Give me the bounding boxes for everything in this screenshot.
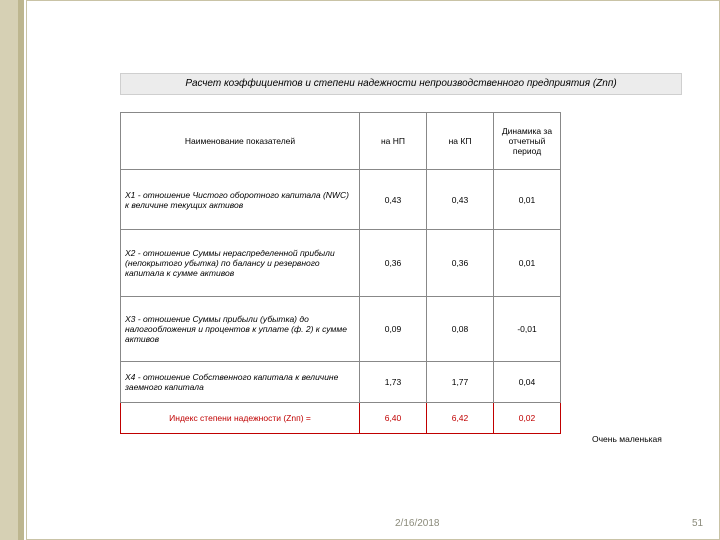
row-kp: 0,36 (427, 230, 494, 297)
row-kp: 0,08 (427, 297, 494, 362)
index-kp: 6,42 (427, 403, 494, 434)
table-header-row (121, 113, 561, 170)
index-np: 6,40 (360, 403, 427, 434)
rating-note: Очень маленькая (592, 434, 662, 444)
row-dynamic: 0,04 (494, 362, 561, 403)
table-row (121, 170, 561, 230)
row-dynamic: -0,01 (494, 297, 561, 362)
reliability-table (120, 112, 561, 434)
row-np: 0,09 (360, 297, 427, 362)
index-dynamic: 0,02 (494, 403, 561, 434)
table-row (121, 230, 561, 297)
table-title: Расчет коэффициентов и степени надежности непроизводственного предприятия (Znп) (120, 73, 682, 95)
footer-page-number: 51 (692, 518, 704, 529)
row-name: X3 - отношение Суммы прибыли (убытка) до налогообложения и процентов к уплате (ф. 2) к сумме активов (121, 297, 360, 362)
header-kp: на КП (427, 113, 494, 170)
row-np: 1,73 (360, 362, 427, 403)
row-np: 0,36 (360, 230, 427, 297)
row-name: X1 - отношение Чистого оборотного капитала (NWC) к величине текущих активов (121, 170, 360, 230)
header-np: на НП (360, 113, 427, 170)
row-np: 0,43 (360, 170, 427, 230)
row-dynamic: 0,01 (494, 230, 561, 297)
index-name: Индекс степени надежности (Znп) = (121, 403, 360, 434)
side-decoration-strip (0, 0, 18, 540)
header-name: Наименование показателей (121, 113, 360, 170)
table-row (121, 362, 561, 403)
table-row (121, 297, 561, 362)
side-decoration-edge (18, 0, 24, 540)
footer-date: 2/16/2018 (395, 518, 440, 529)
row-name: X2 - отношение Суммы нераспределенной прибыли (непокрытого убытка) по балансу и резервного капитала к сумме активов (121, 230, 360, 297)
row-dynamic: 0,01 (494, 170, 561, 230)
header-dynamic: Динамика за отчетный период (494, 113, 561, 170)
row-kp: 0,43 (427, 170, 494, 230)
row-kp: 1,77 (427, 362, 494, 403)
index-row (121, 403, 561, 434)
row-name: X4 - отношение Собственного капитала к величине заемного капитала (121, 362, 360, 403)
